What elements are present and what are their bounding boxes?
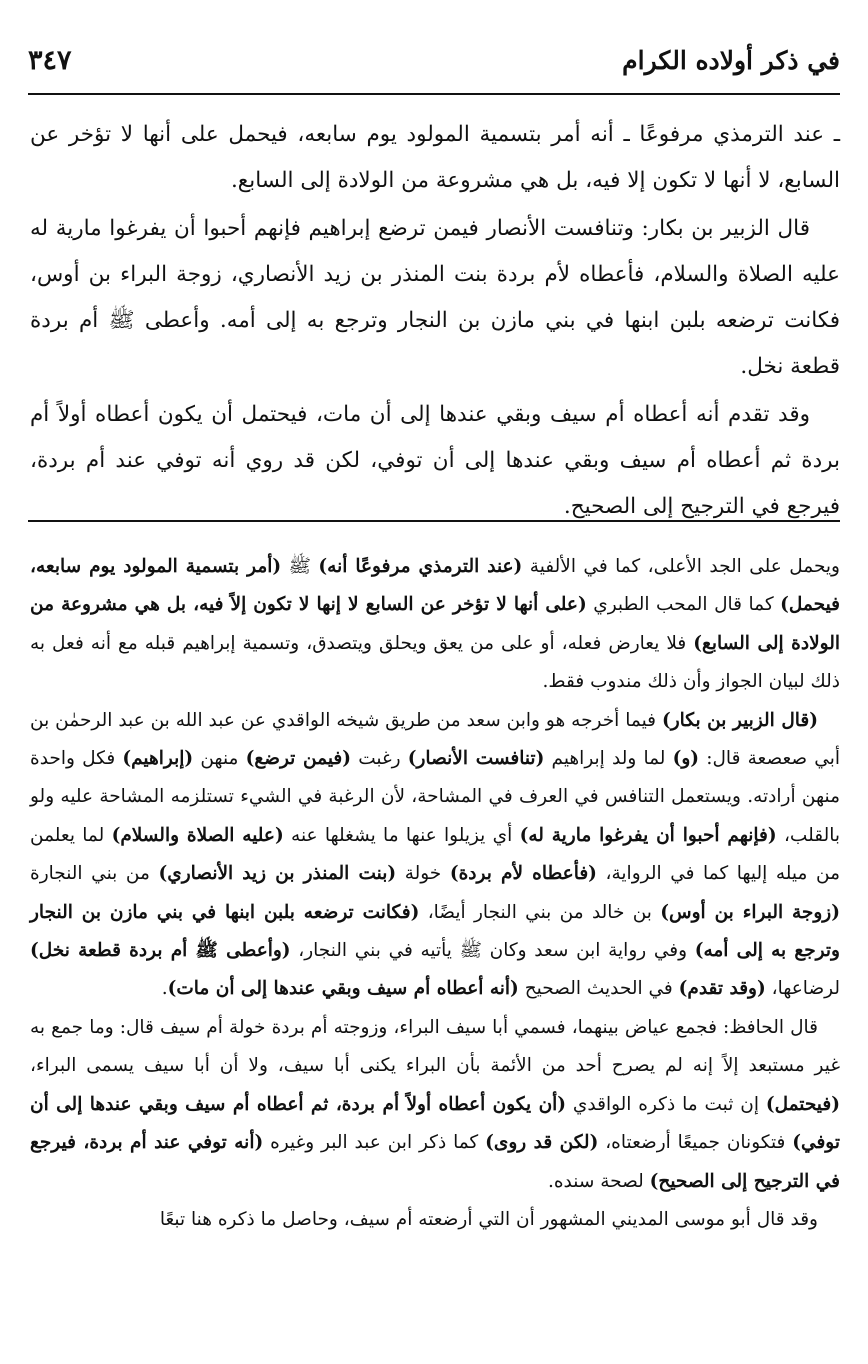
page-header: [28, 36, 840, 84]
main-paragraph: قال الزبير بن بكار: وتنافست الأنصار فيمن ترضع إبراهيم فإنهم أحبوا أن يفرغوا مارية له عليه الصلاة والسلام، فأعطاه لأم بردة بنت المنذر بن زيد الأنصاري، زوجة البراء بن أوس، فكانت ترضعه بلبن ابنها في بني مازن بن النجار وترجع به إلى أمه. وأعطى ﷺ أم بردة قطعة نخل.: [30, 216, 840, 379]
quoted-phrase: (فيحتمل): [765, 1093, 840, 1115]
quoted-phrase: (على أنها لا تؤخر عن السابع لا إنها لا تكون إلاً فيه، بل هي مشروعة من الولادة إلى السابع): [30, 594, 840, 654]
quoted-phrase: (لكن قد روى): [485, 1132, 599, 1154]
quoted-phrase: (عند الترمذي مرفوعًا أنه): [318, 556, 523, 577]
quoted-phrase: (وأعطى ﷺ أم بردة قطعة نخل): [30, 940, 291, 962]
quoted-phrase: (فأعطاه لأم بردة): [449, 863, 597, 885]
quoted-phrase: (تنافست الأنصار): [407, 748, 545, 770]
quoted-phrase: (أنه أعطاه أم سيف وبقي عندها إلى أن مات): [167, 978, 519, 1000]
page-number: ٣٤٧: [28, 44, 72, 76]
quoted-phrase: (قال الزبير بن بكار): [661, 709, 818, 731]
quoted-phrase: (بنت المنذر بن زيد الأنصاري): [158, 863, 397, 885]
quoted-phrase: (أن يكون أعطاه أولاً أم بردة، ثم أعطاه أم سيف وبقي عندها إلى أن توفي): [30, 1093, 841, 1154]
commentary-paragraph: قال الحافظ: فجمع عياض بينهما، فسمي أبا سيف البراء، وزوجته أم بردة خولة أم سيف قال: وما جمع به غير مستبعد إلاً إنه لم يصرح أحد من الأئمة بأن البراء يكنى أبا سيف، ولا أن أبا سيف يسمى البراء، (فيحتمل) إن ثبت ما ذكره الواقدي (أن يكون أعطاه أولاً أم بردة، ثم أعطاه أم سيف وبقي عندها إلى أن توفي) فتكونان جميعًا أرضعتاه، (لكن قد روى) كما ذكر ابن عبد البر وغيره (أنه توفي عند أم بردة، فيرجع في الترجيح إلى الصحيح) لصحة سنده.: [30, 1016, 841, 1192]
quoted-phrase: (فإنهم أحبوا أن يفرغوا مارية له): [519, 824, 777, 846]
section-divider: [28, 520, 840, 522]
running-title: في ذكر أولاده الكرام: [622, 45, 840, 75]
quoted-phrase: (فيمن ترضع): [245, 748, 352, 770]
commentary-text: [30, 548, 840, 1239]
quoted-phrase: (إبراهيم): [122, 748, 194, 770]
main-text: [30, 112, 840, 532]
main-paragraph: وقد تقدم أنه أعطاه أم سيف وبقي عندها إلى أن مات، فيحتمل أن يكون أعطاه أولاً أم بردة ثم أعطاه أم سيف وبقي عندها إلى أن توفي، لكن قد روي أنه توفي عند أم بردة، فيرجع في الترجيح إلى الصحيح.: [30, 402, 840, 519]
header-rule: [28, 93, 840, 95]
commentary-paragraph: وقد قال أبو موسى المديني المشهور أن التي أرضعته أم سيف، وحاصل ما ذكره هنا تبعًا: [159, 1208, 818, 1230]
quoted-phrase: (أمر بتسمية المولود يوم سابعه، فيحمل): [30, 556, 840, 616]
quoted-phrase: (عليه الصلاة والسلام): [111, 824, 284, 846]
quoted-phrase: (زوجة البراء بن أوس): [660, 901, 840, 923]
commentary-paragraph: ويحمل على الجد الأعلى، كما في الألفية (عند الترمذي مرفوعًا أنه) ﷺ (أمر بتسمية المولود يوم سابعه، فيحمل) كما قال المحب الطبري (على أنها لا تؤخر عن السابع لا إنها لا تكون إلاً فيه، بل هي مشروعة من الولادة إلى السابع) فلا يعارض فعله، أو على من يعق ويحلق ويتصدق، وتسمية إبراهيم قبله مع أنه فعل به ذلك لبيان الجواز وأن ذلك مندوب فقط.: [30, 556, 840, 693]
quoted-phrase: (و): [672, 748, 700, 770]
commentary-paragraph: (قال الزبير بن بكار) فيما أخرجه هو وابن سعد من طريق شيخه الواقدي عن عبد الله بن عبد الرحمٰن بن أبي صعصعة قال: (و) لما ولد إبراهيم (تنافست الأنصار) رغبت (فيمن ترضع) منهن (إبراهيم) فكل واحدة منهن أرادته. ويستعمل التنافس في العرف في المشاحة، لأن الرغبة في الشيء تستلزمه المشاحة عليه ولو بالقلب، (فإنهم أحبوا أن يفرغوا مارية له) أي يزيلوا عنها ما يشغلها عنه (عليه الصلاة والسلام) لما يعلمن من ميله إليها كما في الرواية، (فأعطاه لأم بردة) خولة (بنت المنذر بن زيد الأنصاري) من بني النجارة (زوجة البراء بن أوس) بن خالد من بني النجار أيضًا، (فكانت ترضعه بلبن ابنها في بني مازن بن النجار وترجع به إلى أمه) وفي رواية ابن سعد وكان ﷺ يأتيه في بني النجار، (وأعطى ﷺ أم بردة قطعة نخل) لرضاعها، (وقد تقدم) في الحديث الصحيح (أنه أعطاه أم سيف وبقي عندها إلى أن مات).: [30, 709, 841, 1000]
main-paragraph: ـ عند الترمذي مرفوعًا ـ أنه أمر بتسمية المولود يوم سابعه، فيحمل على أنها لا تؤخر عن السابع، لا أنها لا تكون إلا فيه، بل هي مشروعة من الولادة إلى السابع.: [30, 122, 840, 193]
quoted-phrase: (أنه توفي عند أم بردة، فيرجع في الترجيح إلى الصحيح): [30, 1132, 840, 1192]
quoted-phrase: (فكانت ترضعه بلبن ابنها في بني مازن بن النجار وترجع به إلى أمه): [30, 901, 840, 962]
quoted-phrase: (وقد تقدم): [678, 978, 766, 1000]
